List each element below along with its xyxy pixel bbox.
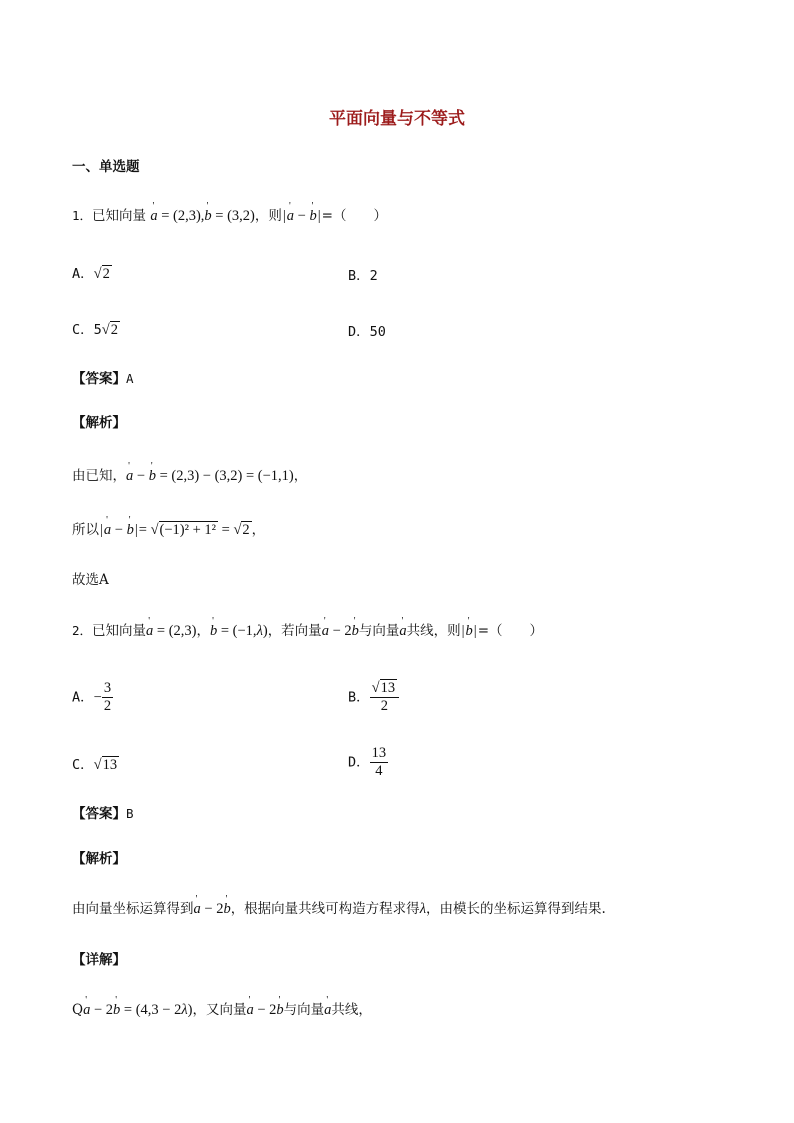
q2-option-b: B． $\frac{√13}{2}$ — [348, 680, 399, 715]
q1-option-c: C．5√2 — [72, 322, 118, 338]
q1-solution-step2: 所以|' a − ' b|= √(−1)² + 1² = √2 ， — [72, 519, 265, 541]
q1-option-b: B．2 — [348, 268, 378, 284]
section-heading: 一、单选题 — [72, 159, 140, 175]
q2-analysis-label: 【解析】 — [72, 851, 126, 867]
q2-stem: 2．已知向量' a = (2,3)，' b = (−1,λ)，若向量' a − 2' b与向量' a共线，则|' b|=（ ） — [72, 620, 543, 642]
q2-option-d: D． $\frac{13}{4}$ — [348, 745, 387, 779]
q1-solution-step1: 由已知，' a − ' b = (2,3) − (3,2) = (−1,1)， — [72, 465, 307, 487]
q2-option-a: A．− $\frac{3}{2}$ — [72, 680, 112, 714]
q2-option-c: C．√13 — [72, 757, 118, 773]
q1-option-d: D．50 — [348, 324, 386, 340]
q1-solution-conclusion: 故选A — [72, 572, 109, 588]
q2-detail-label: 【详解】 — [72, 952, 126, 968]
q1-option-a: A．√2 — [72, 266, 110, 282]
q2-answer: 【答案】B — [72, 806, 134, 822]
sqrt-symbol: √2 — [93, 266, 110, 282]
vector-b: ' b — [204, 205, 211, 227]
fraction: $\frac{√13}{2}$ — [370, 680, 399, 715]
fraction: $\frac{3}{2}$ — [103, 680, 112, 714]
fraction: $\frac{13}{4}$ — [371, 745, 387, 779]
q1-analysis-label: 【解析】 — [72, 415, 126, 431]
document-title: 平面向量与不等式 — [329, 109, 465, 129]
q2-analysis-text: 由向量坐标运算得到' a − 2' b，根据向量共线可构造方程求得λ，由模长的坐标运算得到结果. — [72, 898, 606, 920]
q1-answer: 【答案】A — [72, 371, 134, 387]
q2-detail-text: Q' a − 2' b = (4,3 − 2λ)，又向量' a − 2' b与向量' a共线， — [72, 999, 372, 1021]
q1-stem: 1．已知向量 ' a = (2,3),' b = (3,2)，则|' a − ' b|=（ ） — [72, 205, 387, 227]
vector-a: ' a — [150, 205, 157, 227]
